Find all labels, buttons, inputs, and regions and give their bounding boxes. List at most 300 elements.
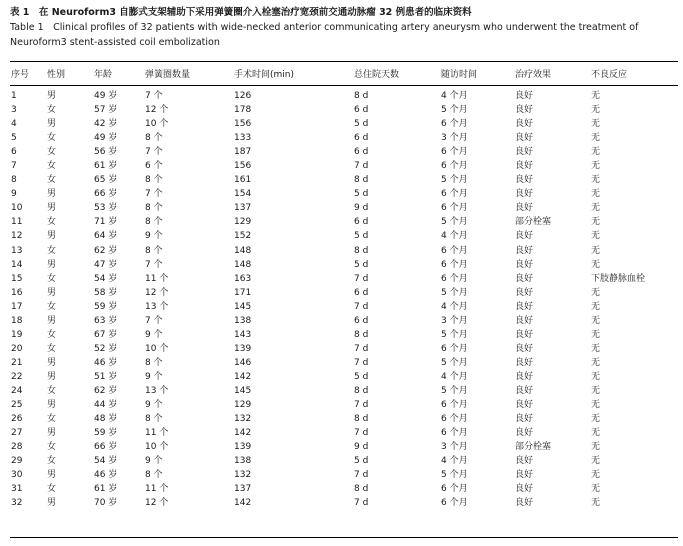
cell-index: 31 — [11, 484, 23, 495]
table-row — [0, 131, 683, 145]
cell-hospital-days: 7 d — [354, 428, 369, 439]
cell-index: 9 — [11, 189, 17, 200]
cell-age: 44 岁 — [94, 400, 118, 411]
table-row — [0, 173, 683, 187]
cell-age: 59 岁 — [94, 428, 118, 439]
cell-operation-time: 139 — [234, 442, 252, 453]
cell-hospital-days: 5 d — [354, 456, 369, 467]
cell-hospital-days: 8 d — [354, 385, 369, 396]
cell-outcome: 良好 — [515, 203, 534, 214]
cell-sex: 女 — [47, 105, 57, 116]
table-row — [0, 384, 683, 398]
cell-sex: 男 — [47, 189, 57, 200]
cell-operation-time: 163 — [234, 273, 252, 284]
cell-coil-count: 11 个 — [145, 273, 169, 284]
cell-hospital-days: 5 d — [354, 371, 369, 382]
cell-age: 52 岁 — [94, 343, 118, 354]
cell-sex: 男 — [47, 231, 57, 242]
cell-hospital-days: 5 d — [354, 119, 369, 130]
cell-age: 62 岁 — [94, 385, 118, 396]
cell-follow-up: 6 个月 — [441, 203, 468, 214]
cell-hospital-days: 6 d — [354, 315, 369, 326]
cell-follow-up: 5 个月 — [441, 217, 468, 228]
cell-adverse-reaction: 无 — [591, 175, 601, 186]
cell-adverse-reaction: 无 — [591, 498, 601, 509]
cell-operation-time: 187 — [234, 147, 252, 158]
cell-operation-time: 143 — [234, 329, 252, 340]
cell-age: 61 岁 — [94, 161, 118, 172]
cell-coil-count: 11 个 — [145, 428, 169, 439]
cell-sex: 女 — [47, 456, 57, 467]
header-follow-up: 随访时间 — [441, 70, 478, 80]
cell-operation-time: 137 — [234, 484, 252, 495]
cell-sex: 男 — [47, 498, 57, 509]
cell-follow-up: 3 个月 — [441, 315, 468, 326]
table-row — [0, 117, 683, 131]
cell-outcome: 良好 — [515, 329, 534, 340]
cell-adverse-reaction: 无 — [591, 119, 601, 130]
cell-operation-time: 154 — [234, 189, 252, 200]
cell-sex: 男 — [47, 119, 57, 130]
cell-adverse-reaction: 无 — [591, 147, 601, 158]
cell-outcome: 良好 — [515, 498, 534, 509]
cell-outcome: 部分栓塞 — [515, 217, 552, 228]
cell-follow-up: 6 个月 — [441, 428, 468, 439]
cell-sex: 女 — [47, 385, 57, 396]
cell-coil-count: 9 个 — [145, 456, 163, 467]
cell-outcome: 良好 — [515, 133, 534, 144]
cell-sex: 男 — [47, 428, 57, 439]
cell-index: 28 — [11, 442, 23, 453]
cell-hospital-days: 5 d — [354, 189, 369, 200]
cell-adverse-reaction: 无 — [591, 91, 601, 101]
cell-operation-time: 146 — [234, 357, 252, 368]
cell-hospital-days: 6 d — [354, 287, 369, 298]
cell-adverse-reaction: 无 — [591, 315, 601, 326]
header-operation-time: 手术时间(min) — [234, 70, 294, 80]
cell-outcome: 良好 — [515, 456, 534, 467]
cell-adverse-reaction: 无 — [591, 301, 601, 312]
cell-follow-up: 6 个月 — [441, 119, 468, 130]
cell-coil-count: 8 个 — [145, 203, 163, 214]
cell-coil-count: 8 个 — [145, 245, 163, 256]
header-coil-count: 弹簧圈数量 — [145, 70, 191, 80]
cell-hospital-days: 7 d — [354, 161, 369, 172]
cell-hospital-days: 8 d — [354, 175, 369, 186]
cell-sex: 女 — [47, 217, 57, 228]
cell-adverse-reaction: 无 — [591, 161, 601, 172]
cell-coil-count: 7 个 — [145, 91, 163, 101]
cell-age: 71 岁 — [94, 217, 118, 228]
cell-age: 47 岁 — [94, 259, 118, 270]
cell-sex: 女 — [47, 343, 57, 354]
cell-hospital-days: 6 d — [354, 105, 369, 116]
cell-age: 66 岁 — [94, 442, 118, 453]
cell-outcome: 良好 — [515, 259, 534, 270]
cell-sex: 女 — [47, 175, 57, 186]
cell-sex: 女 — [47, 133, 57, 144]
cell-age: 42 岁 — [94, 119, 118, 130]
cell-adverse-reaction: 无 — [591, 343, 601, 354]
cell-follow-up: 6 个月 — [441, 189, 468, 200]
table-row — [0, 356, 683, 370]
cell-age: 62 岁 — [94, 245, 118, 256]
cell-age: 51 岁 — [94, 371, 118, 382]
cell-outcome: 良好 — [515, 287, 534, 298]
cell-coil-count: 8 个 — [145, 175, 163, 186]
cell-adverse-reaction: 无 — [591, 400, 601, 411]
cell-hospital-days: 8 d — [354, 91, 369, 101]
cell-operation-time: 129 — [234, 400, 252, 411]
table-row — [0, 103, 683, 117]
cell-operation-time: 171 — [234, 287, 252, 298]
cell-sex: 女 — [47, 442, 57, 453]
table-row — [0, 496, 683, 510]
cell-age: 65 岁 — [94, 175, 118, 186]
table-row — [0, 398, 683, 412]
cell-index: 26 — [11, 414, 23, 425]
cell-outcome: 良好 — [515, 357, 534, 368]
cell-operation-time: 142 — [234, 498, 252, 509]
cell-follow-up: 6 个月 — [441, 400, 468, 411]
cell-index: 5 — [11, 133, 17, 144]
cell-hospital-days: 8 d — [354, 329, 369, 340]
table-row — [0, 412, 683, 426]
cell-age: 57 岁 — [94, 105, 118, 116]
cell-coil-count: 7 个 — [145, 147, 163, 158]
cell-age: 58 岁 — [94, 287, 118, 298]
cell-adverse-reaction: 下肢静脉血栓 — [591, 273, 646, 284]
cell-outcome: 部分栓塞 — [515, 442, 552, 453]
cell-coil-count: 8 个 — [145, 414, 163, 425]
header-adverse-reaction: 不良反应 — [591, 70, 628, 80]
cell-coil-count: 9 个 — [145, 400, 163, 411]
cell-hospital-days: 5 d — [354, 259, 369, 270]
cell-coil-count: 10 个 — [145, 119, 169, 130]
cell-coil-count: 9 个 — [145, 329, 163, 340]
cell-operation-time: 145 — [234, 301, 252, 312]
table-row — [0, 370, 683, 384]
cell-age: 48 岁 — [94, 414, 118, 425]
cell-follow-up: 6 个月 — [441, 343, 468, 354]
cell-outcome: 良好 — [515, 105, 534, 116]
cell-outcome: 良好 — [515, 343, 534, 354]
cell-coil-count: 10 个 — [145, 442, 169, 453]
cell-sex: 男 — [47, 470, 57, 481]
cell-hospital-days: 5 d — [354, 231, 369, 242]
cell-age: 64 岁 — [94, 231, 118, 242]
cell-operation-time: 138 — [234, 456, 252, 467]
cell-operation-time: 161 — [234, 175, 252, 186]
table-row — [0, 454, 683, 468]
cell-sex: 女 — [47, 484, 57, 495]
cell-follow-up: 5 个月 — [441, 470, 468, 481]
cell-adverse-reaction: 无 — [591, 245, 601, 256]
cell-follow-up: 6 个月 — [441, 147, 468, 158]
cell-follow-up: 4 个月 — [441, 301, 468, 312]
cell-sex: 女 — [47, 414, 57, 425]
cell-follow-up: 6 个月 — [441, 484, 468, 495]
cell-adverse-reaction: 无 — [591, 287, 601, 298]
cell-operation-time: 156 — [234, 119, 252, 130]
cell-hospital-days: 7 d — [354, 301, 369, 312]
cell-index: 11 — [11, 217, 23, 228]
cell-coil-count: 12 个 — [145, 498, 169, 509]
cell-coil-count: 7 个 — [145, 259, 163, 270]
header-outcome: 治疗效果 — [515, 70, 552, 80]
table-body — [0, 89, 683, 510]
cell-age: 49 岁 — [94, 91, 118, 101]
cell-operation-time: 152 — [234, 231, 252, 242]
table-row — [0, 300, 683, 314]
cell-operation-time: 129 — [234, 217, 252, 228]
cell-index: 32 — [11, 498, 23, 509]
cell-age: 54 岁 — [94, 456, 118, 467]
cell-outcome: 良好 — [515, 91, 534, 101]
table-row — [0, 314, 683, 328]
cell-follow-up: 6 个月 — [441, 161, 468, 172]
cell-adverse-reaction: 无 — [591, 133, 601, 144]
cell-index: 29 — [11, 456, 23, 467]
table-row — [0, 286, 683, 300]
cell-follow-up: 6 个月 — [441, 414, 468, 425]
cell-operation-time: 148 — [234, 259, 252, 270]
cell-age: 46 岁 — [94, 470, 118, 481]
cell-index: 21 — [11, 357, 23, 368]
cell-adverse-reaction: 无 — [591, 217, 601, 228]
cell-operation-time: 142 — [234, 428, 252, 439]
cell-hospital-days: 9 d — [354, 203, 369, 214]
cell-age: 53 岁 — [94, 203, 118, 214]
cell-hospital-days: 6 d — [354, 147, 369, 158]
cell-follow-up: 5 个月 — [441, 105, 468, 116]
cell-outcome: 良好 — [515, 470, 534, 481]
cell-outcome: 良好 — [515, 175, 534, 186]
cell-index: 3 — [11, 105, 17, 116]
cell-hospital-days: 7 d — [354, 400, 369, 411]
cell-coil-count: 7 个 — [145, 189, 163, 200]
cell-follow-up: 6 个月 — [441, 498, 468, 509]
cell-follow-up: 5 个月 — [441, 287, 468, 298]
cell-index: 7 — [11, 161, 17, 172]
cell-outcome: 良好 — [515, 428, 534, 439]
cell-index: 27 — [11, 428, 23, 439]
cell-age: 63 岁 — [94, 315, 118, 326]
cell-index: 13 — [11, 245, 23, 256]
cell-operation-time: 139 — [234, 343, 252, 354]
cell-sex: 男 — [47, 357, 57, 368]
cell-coil-count: 6 个 — [145, 161, 163, 172]
cell-adverse-reaction: 无 — [591, 371, 601, 382]
cell-sex: 男 — [47, 259, 57, 270]
table-row — [0, 272, 683, 286]
cell-operation-time: 148 — [234, 245, 252, 256]
cell-coil-count: 9 个 — [145, 231, 163, 242]
cell-index: 18 — [11, 315, 23, 326]
cell-sex: 男 — [47, 91, 57, 101]
cell-follow-up: 4 个月 — [441, 456, 468, 467]
cell-hospital-days: 7 d — [354, 273, 369, 284]
cell-adverse-reaction: 无 — [591, 203, 601, 214]
cell-operation-time: 137 — [234, 203, 252, 214]
cell-age: 61 岁 — [94, 484, 118, 495]
table-row — [0, 258, 683, 272]
cell-index: 4 — [11, 119, 17, 130]
cell-hospital-days: 9 d — [354, 442, 369, 453]
cell-outcome: 良好 — [515, 273, 534, 284]
cell-coil-count: 9 个 — [145, 371, 163, 382]
cell-index: 15 — [11, 273, 23, 284]
cell-sex: 女 — [47, 161, 57, 172]
cell-index: 16 — [11, 287, 23, 298]
cell-adverse-reaction: 无 — [591, 456, 601, 467]
cell-sex: 女 — [47, 147, 57, 158]
cell-hospital-days: 6 d — [354, 133, 369, 144]
cell-outcome: 良好 — [515, 161, 534, 172]
cell-age: 56 岁 — [94, 147, 118, 158]
cell-index: 20 — [11, 343, 23, 354]
cell-outcome: 良好 — [515, 119, 534, 130]
cell-age: 70 岁 — [94, 498, 118, 509]
cell-operation-time: 132 — [234, 470, 252, 481]
cell-age: 59 岁 — [94, 301, 118, 312]
cell-adverse-reaction: 无 — [591, 484, 601, 495]
cell-sex: 女 — [47, 301, 57, 312]
cell-index: 10 — [11, 203, 23, 214]
table-row — [0, 187, 683, 201]
header-sex: 性别 — [47, 70, 66, 80]
cell-follow-up: 5 个月 — [441, 175, 468, 186]
cell-follow-up: 4 个月 — [441, 231, 468, 242]
cell-coil-count: 13 个 — [145, 301, 169, 312]
cell-index: 14 — [11, 259, 23, 270]
cell-index: 1 — [11, 91, 17, 101]
table-row — [0, 244, 683, 258]
cell-index: 22 — [11, 371, 23, 382]
cell-outcome: 良好 — [515, 315, 534, 326]
cell-coil-count: 10 个 — [145, 343, 169, 354]
header-hospital-days: 总住院天数 — [354, 70, 400, 80]
cell-outcome: 良好 — [515, 231, 534, 242]
cell-coil-count: 12 个 — [145, 105, 169, 116]
table-row — [0, 145, 683, 159]
table-row — [0, 229, 683, 243]
cell-adverse-reaction: 无 — [591, 428, 601, 439]
table-row — [0, 159, 683, 173]
table-caption — [10, 5, 678, 50]
cell-follow-up: 5 个月 — [441, 329, 468, 340]
cell-operation-time: 126 — [234, 91, 252, 101]
cell-adverse-reaction: 无 — [591, 442, 601, 453]
header-index: 序号 — [11, 70, 30, 80]
cell-operation-time: 138 — [234, 315, 252, 326]
top-rule — [10, 61, 678, 62]
cell-adverse-reaction: 无 — [591, 105, 601, 116]
cell-coil-count: 8 个 — [145, 470, 163, 481]
cell-hospital-days: 8 d — [354, 245, 369, 256]
cell-follow-up: 4 个月 — [441, 371, 468, 382]
cell-sex: 男 — [47, 371, 57, 382]
cell-sex: 女 — [47, 329, 57, 340]
table-row — [0, 201, 683, 215]
cell-index: 8 — [11, 175, 17, 186]
cell-operation-time: 132 — [234, 414, 252, 425]
cell-follow-up: 5 个月 — [441, 385, 468, 396]
cell-sex: 女 — [47, 245, 57, 256]
cell-sex: 男 — [47, 203, 57, 214]
cell-coil-count: 8 个 — [145, 357, 163, 368]
cell-adverse-reaction: 无 — [591, 231, 601, 242]
cell-sex: 男 — [47, 315, 57, 326]
cell-coil-count: 8 个 — [145, 133, 163, 144]
cell-hospital-days: 7 d — [354, 470, 369, 481]
cell-follow-up: 6 个月 — [441, 273, 468, 284]
table-row — [0, 426, 683, 440]
cell-hospital-days: 7 d — [354, 357, 369, 368]
cell-coil-count: 13 个 — [145, 385, 169, 396]
cell-index: 19 — [11, 329, 23, 340]
cell-operation-time: 133 — [234, 133, 252, 144]
cell-coil-count: 11 个 — [145, 484, 169, 495]
caption-english: Table 1 Clinical profiles of 32 patients with wide-necked anterior communicating artery aneurysm who underwent the treatment of Neuroform3 stent-assisted coil embolization — [10, 22, 639, 48]
cell-age: 49 岁 — [94, 133, 118, 144]
cell-age: 67 岁 — [94, 329, 118, 340]
cell-operation-time: 178 — [234, 105, 252, 116]
table-row — [0, 215, 683, 229]
cell-outcome: 良好 — [515, 189, 534, 200]
table-row — [0, 482, 683, 496]
cell-coil-count: 12 个 — [145, 287, 169, 298]
cell-operation-time: 142 — [234, 371, 252, 382]
bottom-rule — [10, 537, 678, 538]
caption-chinese: 表 1 在 Neuroform3 自膨式支架辅助下采用弹簧圈介入栓塞治疗宽颈前交通动脉瘤 32 例患者的临床资料 — [10, 7, 472, 18]
cell-operation-time: 145 — [234, 385, 252, 396]
header-age: 年龄 — [94, 70, 113, 80]
cell-adverse-reaction: 无 — [591, 189, 601, 200]
cell-hospital-days: 7 d — [354, 498, 369, 509]
cell-sex: 男 — [47, 287, 57, 298]
cell-outcome: 良好 — [515, 371, 534, 382]
cell-outcome: 良好 — [515, 301, 534, 312]
cell-coil-count: 8 个 — [145, 217, 163, 228]
cell-outcome: 良好 — [515, 400, 534, 411]
header-rule — [10, 85, 678, 86]
table-row — [0, 342, 683, 356]
cell-hospital-days: 8 d — [354, 484, 369, 495]
cell-adverse-reaction: 无 — [591, 329, 601, 340]
cell-age: 54 岁 — [94, 273, 118, 284]
cell-age: 66 岁 — [94, 189, 118, 200]
cell-index: 12 — [11, 231, 23, 242]
cell-outcome: 良好 — [515, 414, 534, 425]
cell-adverse-reaction: 无 — [591, 470, 601, 481]
cell-adverse-reaction: 无 — [591, 259, 601, 270]
cell-follow-up: 3 个月 — [441, 442, 468, 453]
cell-index: 6 — [11, 147, 17, 158]
cell-operation-time: 156 — [234, 161, 252, 172]
cell-outcome: 良好 — [515, 385, 534, 396]
table-row — [0, 468, 683, 482]
cell-sex: 女 — [47, 273, 57, 284]
cell-index: 25 — [11, 400, 23, 411]
cell-outcome: 良好 — [515, 484, 534, 495]
cell-hospital-days: 6 d — [354, 217, 369, 228]
table-row — [0, 440, 683, 454]
cell-index: 30 — [11, 470, 23, 481]
cell-follow-up: 3 个月 — [441, 133, 468, 144]
cell-outcome: 良好 — [515, 245, 534, 256]
cell-index: 17 — [11, 301, 23, 312]
